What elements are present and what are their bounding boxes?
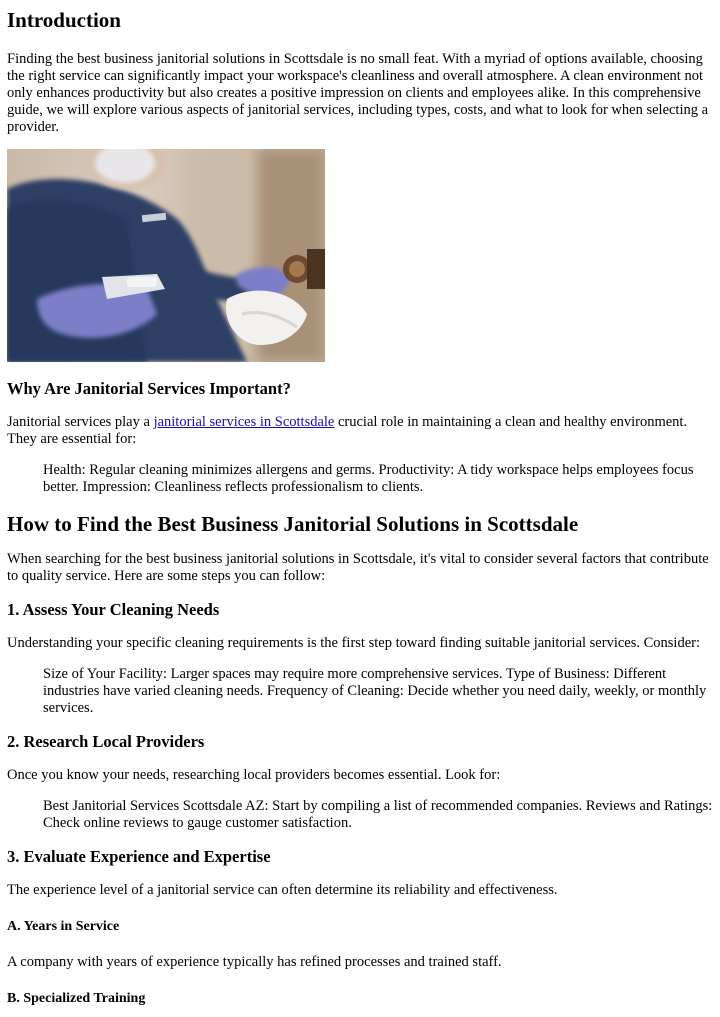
intro-heading: Introduction (7, 8, 121, 32)
intro-paragraph: Finding the best business janitorial solutions in Scottsdale is no small feat. With a myriad of options available, choosing the right service can significantly impact your workspace's cleanliness and overall atmosphere. A clean environment not only enhances productivity but also creates a positive impression on clients and employees alike. In this comprehensive guide, we will explore various aspects of janitorial services, including types, costs, and what to look for when selecting a provider. (7, 51, 709, 135)
how-paragraph: When searching for the best business janitorial solutions in Scottsdale, it's vital to consider several factors that contribute to quality service. Here are some steps you can follow: (7, 551, 709, 584)
why-list: Health: Regular cleaning minimizes allergens and germs. Productivity: A tidy workspace helps employees focus better. Impression: Cleanliness reflects professionalism to clients. (43, 462, 694, 495)
janitorial-services-link[interactable]: janitorial services in Scottsdale (153, 414, 335, 430)
step1-heading: 1. Assess Your Cleaning Needs (7, 600, 220, 619)
why-heading: Why Are Janitorial Services Important? (7, 379, 291, 398)
why-paragraph-start: Janitorial services play a (7, 414, 154, 430)
how-heading: How to Find the Best Business Janitorial Solutions in Scottsdale (7, 512, 579, 536)
why-paragraph (7, 414, 713, 448)
step1-list: Size of Your Facility: Larger spaces may require more comprehensive services. Type of Business: Different industries have varied cleaning needs. Frequency of Cleaning: Decide whether you need daily, weekly, or monthly services. (43, 666, 707, 716)
step2-heading: 2. Research Local Providers (7, 732, 205, 751)
step3-paragraph: The experience level of a janitorial service can often determine its reliability and effectiveness. (7, 882, 558, 898)
step2-paragraph: Once you know your needs, researching local providers becomes essential. Look for: (7, 767, 501, 783)
step3-sub-b-heading: B. Specialized Training (7, 991, 146, 1006)
janitor-cleaning-photo (7, 149, 325, 362)
step1-paragraph: Understanding your specific cleaning requirements is the first step toward finding suitable janitorial services. Consider: (7, 635, 700, 651)
step2-list: Best Janitorial Services Scottsdale AZ: Start by compiling a list of recommended companies. Reviews and Ratings: Check online reviews to gauge customer satisfaction. (43, 798, 713, 831)
step3-heading: 3. Evaluate Experience and Expertise (7, 847, 271, 866)
step3-sub-a-paragraph: A company with years of experience typically has refined processes and trained staff. (7, 954, 502, 970)
why-paragraph-end: crucial role in maintaining a clean and healthy environment. They are essential for: (7, 414, 688, 447)
step3-sub-a-heading: A. Years in Service (7, 919, 120, 934)
